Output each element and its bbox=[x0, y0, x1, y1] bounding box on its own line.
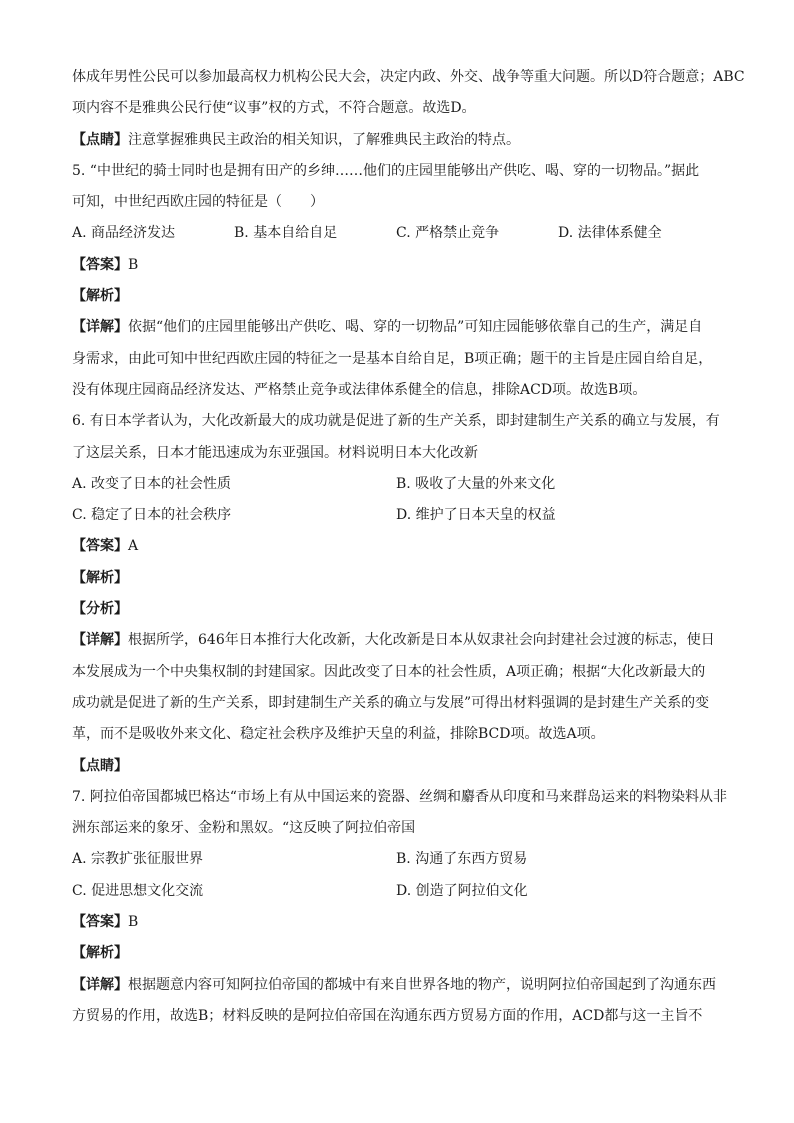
tagged-line bbox=[72, 125, 722, 156]
answer-option: C. 促进思想文化交流 bbox=[72, 882, 204, 899]
answer-options bbox=[72, 876, 722, 907]
section-tag: 【解析】 bbox=[72, 288, 128, 305]
text-line: 项内容不是雅典公民行使“议事”权的方式，不符合题意。故选D。 bbox=[72, 100, 476, 117]
tagged-line bbox=[72, 751, 722, 782]
text-line: 革，而不是吸收外来文化、稳定社会秩序及维护天皇的利益，排除BCD项。故选A项。 bbox=[72, 726, 605, 743]
text-line: 5. “中世纪的骑士同时也是拥有田产的乡绅……他们的庄园里能够出产供吃、喝、穿的一切物品。”据此 bbox=[72, 162, 700, 179]
answer-option: A. 改变了日本的社会性质 bbox=[72, 475, 232, 492]
section-text: A bbox=[128, 538, 139, 555]
answer-options bbox=[72, 469, 722, 500]
text-line: 可知，中世纪西欧庄园的特征是（ ） bbox=[72, 194, 324, 211]
tagged-line bbox=[72, 970, 722, 1001]
section-tag: 【详解】 bbox=[72, 319, 128, 336]
section-tag: 【详解】 bbox=[72, 632, 128, 649]
section-tag: 【点睛】 bbox=[72, 757, 128, 774]
section-text: 根据所学，646年日本推行大化改新，大化改新是日本从奴隶社会向封建社会过渡的标志，使日 bbox=[128, 632, 715, 649]
tagged-line bbox=[72, 250, 722, 281]
text-line: 本发展成为一个中央集权制的封建国家。因此改变了日本的社会性质，A项正确；根据“大化改新最大的 bbox=[72, 663, 706, 680]
answer-option: B. 吸收了大量的外来文化 bbox=[396, 475, 556, 492]
section-tag: 【详解】 bbox=[72, 976, 128, 993]
text-line: 身需求，由此可知中世纪西欧庄园的特征之一是基本自给自足，B项正确；题干的主旨是庄园自给自足， bbox=[72, 350, 713, 367]
answer-options bbox=[72, 218, 722, 249]
answer-options bbox=[72, 500, 722, 531]
tagged-line bbox=[72, 907, 722, 938]
text-line: 了这层关系，日本才能迅速成为东亚强国。材料说明日本大化改新 bbox=[72, 444, 478, 461]
tagged-line bbox=[72, 594, 722, 625]
answer-option: A. 商品经济发达 bbox=[72, 225, 176, 242]
answer-options bbox=[72, 844, 722, 875]
text-line: 6. 有日本学者认为，大化改新最大的成功就是促进了新的生产关系，即封建制生产关系的确立与发展，有 bbox=[72, 413, 720, 430]
section-tag: 【答案】 bbox=[72, 538, 128, 555]
tagged-line bbox=[72, 938, 722, 969]
section-tag: 【答案】 bbox=[72, 256, 128, 273]
text-line: 体成年男性公民可以参加最高权力机构公民大会，决定内政、外交、战争等重大问题。所以D符合题意；ABC bbox=[72, 69, 745, 85]
tagged-line bbox=[72, 312, 722, 343]
text-line: 方贸易的作用，故选B；材料反映的是阿拉伯帝国在沟通东西方贸易方面的作用，ACD都与这一主旨不 bbox=[72, 1007, 703, 1024]
text-line: 洲东部运来的象牙、金粉和黑奴。“这反映了阿拉伯帝国 bbox=[72, 820, 416, 837]
section-tag: 【解析】 bbox=[72, 945, 128, 962]
section-text: 注意掌握雅典民主政治的相关知识，了解雅典民主政治的特点。 bbox=[128, 131, 520, 148]
section-tag: 【答案】 bbox=[72, 914, 128, 931]
document-page bbox=[72, 62, 745, 1032]
answer-option: C. 严格禁止竞争 bbox=[396, 225, 500, 242]
text-line: 7. 阿拉伯帝国都城巴格达“市场上有从中国运来的瓷器、丝绸和麝香从印度和马来群岛运来的料物染料从非 bbox=[72, 788, 727, 805]
answer-option: B. 沟通了东西方贸易 bbox=[396, 851, 528, 868]
answer-option: C. 稳定了日本的社会秩序 bbox=[72, 507, 232, 524]
tagged-line bbox=[72, 531, 722, 562]
section-text: 根据题意内容可知阿拉伯帝国的都城中有来自世界各地的物产，说明阿拉伯帝国起到了沟通东西 bbox=[128, 976, 716, 993]
answer-option: A. 宗教扩张征服世界 bbox=[72, 851, 204, 868]
section-text: B bbox=[128, 914, 139, 931]
tagged-line bbox=[72, 625, 722, 656]
answer-option: B. 基本自给自足 bbox=[234, 225, 338, 242]
section-tag: 【点睛】 bbox=[72, 131, 128, 148]
tagged-line bbox=[72, 563, 722, 594]
text-line: 没有体现庄园商品经济发达、严格禁止竞争或法律体系健全的信息，排除ACD项。故选B项。 bbox=[72, 381, 647, 398]
tagged-line bbox=[72, 281, 722, 312]
answer-option: D. 创造了阿拉伯文化 bbox=[396, 882, 528, 899]
section-text: 依据“他们的庄园里能够出产供吃、喝、穿的一切物品”可知庄园能够依靠自己的生产，满足自 bbox=[128, 319, 703, 336]
section-text: B bbox=[128, 256, 139, 273]
answer-option: D. 法律体系健全 bbox=[558, 225, 662, 242]
section-tag: 【解析】 bbox=[72, 569, 128, 586]
answer-option: D. 维护了日本天皇的权益 bbox=[396, 507, 556, 524]
section-tag: 【分析】 bbox=[72, 601, 128, 618]
text-line: 成功就是促进了新的生产关系，即封建制生产关系的确立与发展”可得出材料强调的是封建生产关系的变 bbox=[72, 694, 710, 711]
